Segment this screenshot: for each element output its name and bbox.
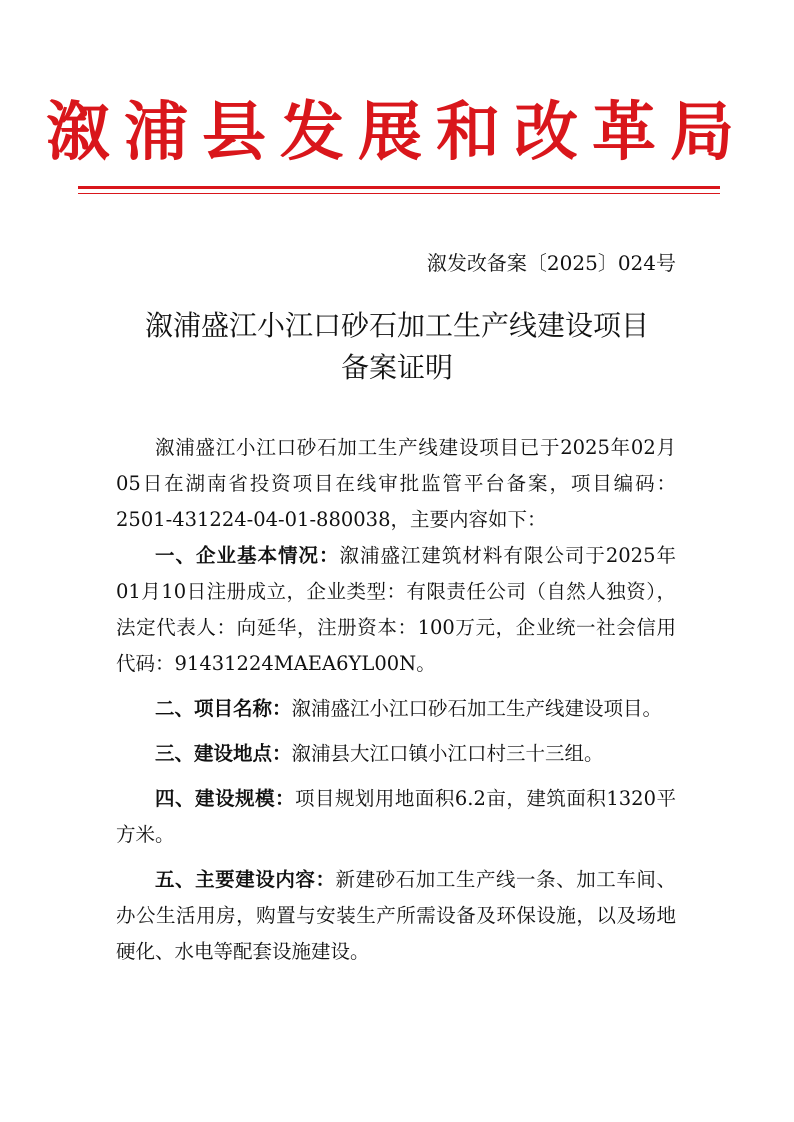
section-enterprise-info (116, 538, 676, 682)
document-number: 溆发改备案〔2025〕024号 (426, 251, 676, 275)
section-label: 一、企业基本情况： (155, 544, 340, 567)
document-body (116, 430, 676, 979)
section-label: 二、项目名称： (155, 697, 292, 720)
section-construction-site (116, 736, 676, 772)
issuing-authority-title: 溆浦县发展和改革局 (46, 96, 748, 170)
intro-paragraph: 溆浦盛江小江口砂石加工生产线建设项目已于2025年02月05日在湖南省投资项目在线审批监管平台备案，项目编码：2501-431224-04-01-880038，主要内容如下： (116, 436, 676, 531)
document-title-line-2: 备案证明 (340, 351, 453, 384)
section-text: 溆浦盛江小江口砂石加工生产线建设项目。 (291, 697, 663, 720)
section-construction-scale (116, 781, 676, 853)
section-text: 项目规划用地面积6.2亩，建筑面积1320平方米。 (116, 787, 676, 846)
section-label: 四、建设规模： (155, 787, 295, 810)
section-label: 五、主要建设内容： (155, 868, 336, 891)
section-text: 溆浦盛江建筑材料有限公司于2025年01月10日注册成立，企业类型：有限责任公司（自然人独资），法定代表人：向延华，注册资本：100万元，企业统一社会信用代码：91431224MAEA6YL00N。 (116, 544, 676, 675)
section-text: 新建砂石加工生产线一条、加工车间、办公生活用房，购置与安装生产所需设备及环保设施，以及场地硬化、水电等配套设施建设。 (116, 868, 676, 963)
document-title-line-1: 溆浦盛江小江口砂石加工生产线建设项目 (144, 309, 649, 342)
section-main-content (116, 862, 676, 970)
section-project-name (116, 691, 676, 727)
section-text: 溆浦县大江口镇小江口村三十三组。 (291, 742, 604, 765)
red-header-rule-thick (78, 186, 720, 189)
section-label: 三、建设地点： (155, 742, 292, 765)
red-header-rule-thin (78, 193, 720, 194)
